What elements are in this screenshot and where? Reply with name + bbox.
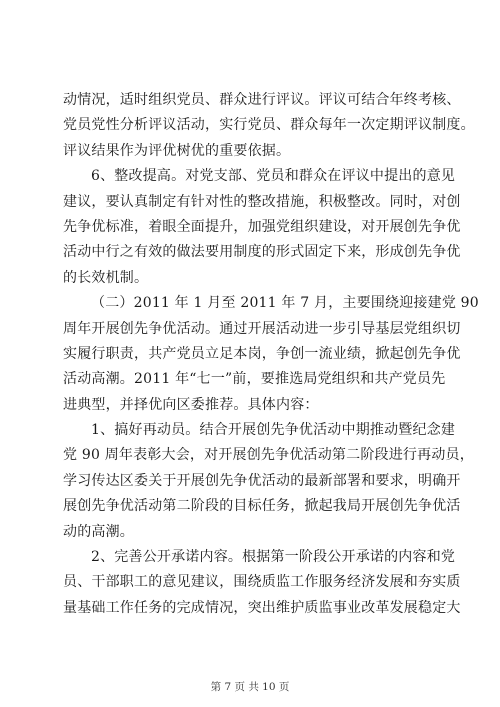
- paragraph-start-line: 2、完善公开承诺内容。根据第一阶段公开承诺的内容和党: [91, 549, 456, 566]
- text-line: 活动高潮。2011 年“七一”前，要推选局党组织和共产党员先: [63, 371, 446, 388]
- text-line: 量基础工作任务的完成情况，突出维护质监事业改革发展稳定大: [63, 599, 461, 616]
- text-line: 动的高潮。: [63, 523, 134, 540]
- text-line: 动情况，适时组织党员、群众进行评议。评议可结合年终考核、: [63, 92, 461, 108]
- text-line: 学习传达区委关于开展创先争优活动的最新部署和要求，明确开: [63, 472, 461, 489]
- text-line: 党员党性分析评议活动，实行党员、群众每年一次定期评议制度。: [63, 117, 475, 134]
- text-line: 进典型，并择优向区委推荐。具体内容：: [63, 396, 319, 413]
- text-line: 评议结果作为评优树优的重要依据。: [63, 142, 291, 159]
- text-line: 的长效机制。: [63, 269, 149, 286]
- text-line: 先争优标准，着眼全面提升，加强党组织建设，对开展创先争优: [63, 218, 461, 235]
- text-line: 活动中行之有效的做法要用制度的形式固定下来，形成创先争优: [63, 244, 461, 261]
- text-line: 建议，要认真制定有针对性的整改措施，积极整改。同时，对创: [63, 193, 461, 210]
- text-line: 周年开展创先争优活动。通过开展活动进一步引导基层党组织切: [63, 320, 461, 337]
- text-line: 员、干部职工的意见建议，围绕质监工作服务经济发展和夯实质: [63, 574, 461, 591]
- text-line: 实履行职责，共产党员立足本岗，争创一流业绩，掀起创先争优: [63, 345, 461, 362]
- paragraph-start-line: （二）2011 年 1 月至 2011 年 7 月，主要围绕迎接建党 90: [91, 295, 479, 312]
- text-line: 展创先争优活动第二阶段的目标任务，掀起我局开展创先争优活: [63, 498, 461, 515]
- document-body: [63, 88, 479, 621]
- paragraph-start-line: 1、搞好再动员。结合开展创先争优活动中期推动暨纪念建: [91, 422, 456, 439]
- text-line: 党 90 周年表彰大会，对开展创先争优活动第二阶段进行再动员，: [63, 447, 474, 464]
- paragraph-start-line: 6、整改提高。对党支部、党员和群众在评议中提出的意见: [91, 168, 456, 185]
- page-number-footer: 第 7 页 共 10 页: [210, 681, 290, 693]
